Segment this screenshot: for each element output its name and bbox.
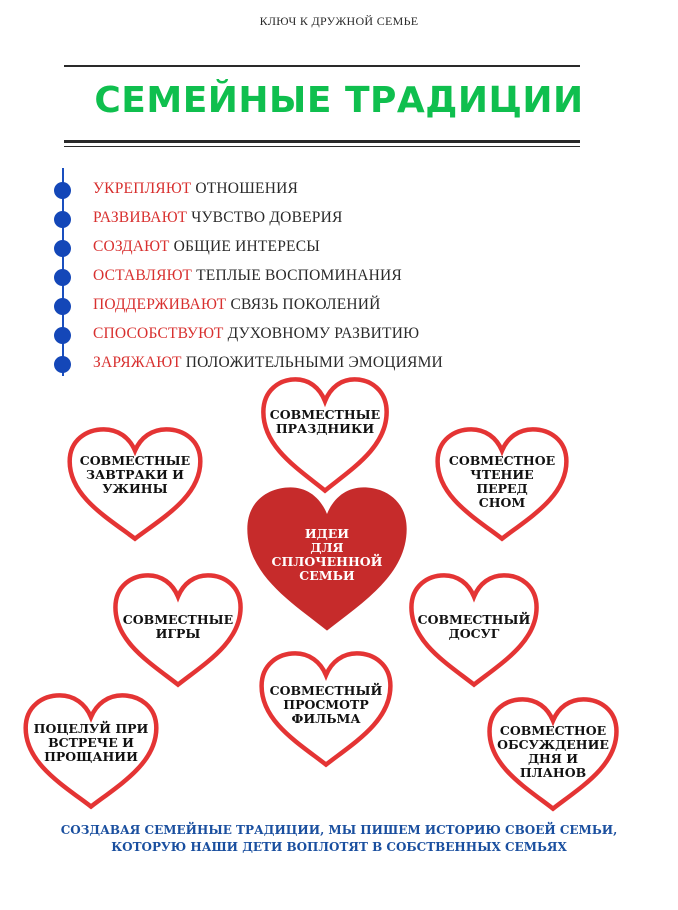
heart-reading [432,424,572,544]
benefit-item [0,294,640,318]
bullet-dot-icon [54,356,71,373]
benefit-verb: ЗАРЯЖАЮТ [93,354,182,371]
benefit-item [0,265,640,289]
benefit-item [0,178,640,202]
benefit-verb: ПОДДЕРЖИВАЮТ [93,296,227,313]
benefit-item [0,236,640,260]
footer-line-2: КОТОРУЮ НАШИ ДЕТИ ВОПЛОТЯТ В СОБСТВЕННЫХ СЕМЬЯХ [111,840,567,854]
bullet-dot-icon [54,327,71,344]
heart-label-line: СОВМЕСТНЫЙ [269,683,383,698]
heart-label-line: ПРОЩАНИИ [44,749,138,764]
heart-leisure [406,570,542,690]
benefit-verb: СОЗДАЮТ [93,238,170,255]
benefit-verb: УКРЕПЛЯЮТ [93,180,192,197]
heart-label-line: СОВМЕСТНЫЕ [79,453,191,468]
bullet-dot-icon [54,182,71,199]
heart-label-line: ОБСУЖДЕНИЕ [497,737,609,752]
heart-label-line: ПРОСМОТР [283,697,369,712]
heart-discussion [484,694,622,814]
center-label-line: СЕМЬИ [299,568,355,583]
heart-label-line: СОВМЕСТНЫЙ [417,612,531,627]
heart-label-line: ПЕРЕД [476,481,528,496]
heart-label-line: ПРАЗДНИКИ [275,421,375,436]
bullet-dot-icon [54,298,71,315]
heart-holidays [258,374,392,496]
heart-center-ideas [244,484,410,634]
bottom-rule-thick [64,140,580,143]
benefit-rest: ЧУВСТВО ДОВЕРИЯ [191,209,343,226]
heart-label-line: СОВМЕСТНЫЕ [269,407,381,422]
center-label-line: ДЛЯ [310,540,344,555]
top-rule [64,65,580,67]
bullet-dot-icon [54,211,71,228]
benefit-item [0,207,640,231]
heart-label-line: СНОМ [478,495,526,510]
heart-label-line: СОВМЕСТНЫЕ [122,612,234,627]
center-label-line: СПЛОЧЕННОЙ [271,554,383,569]
heart-meals [64,424,206,544]
page-title: СЕМЕЙНЫЕ ТРАДИЦИИ [94,80,584,121]
heart-label-line: ФИЛЬМА [291,711,361,726]
heart-label-line: СОВМЕСТНОЕ [499,723,607,738]
heart-label-line: УЖИНЫ [102,481,168,496]
heart-movie [256,648,396,770]
footer-line-1: СОЗДАВАЯ СЕМЕЙНЫЕ ТРАДИЦИИ, МЫ ПИШЕМ ИСТОРИЮ СВОЕЙ СЕМЬИ, [60,823,618,837]
benefit-rest: СВЯЗЬ ПОКОЛЕНИЙ [230,296,381,313]
footer-quote [0,822,678,856]
benefit-item [0,323,640,347]
benefit-rest: ОТНОШЕНИЯ [195,180,299,197]
heart-games [110,570,246,690]
heart-label-line: ЗАВТРАКИ И [86,467,184,482]
heart-kiss [20,690,162,812]
heart-label-line: ВСТРЕЧЕ И [48,735,134,750]
heart-label-line: ДОСУГ [448,626,500,641]
heart-label-line: ИГРЫ [155,626,201,641]
benefit-rest: ОБЩИЕ ИНТЕРЕСЫ [173,238,320,255]
heart-label-line: СОВМЕСТНОЕ [448,453,556,468]
top-label: КЛЮЧ К ДРУЖНОЙ СЕМЬЕ [259,14,419,28]
benefit-rest: ДУХОВНОМУ РАЗВИТИЮ [227,325,420,342]
bottom-rule-thin [64,146,580,147]
heart-label-line: ПОЦЕЛУЙ ПРИ [33,721,149,736]
bullet-dot-icon [54,240,71,257]
bullet-dot-icon [54,269,71,286]
benefit-rest: ТЕПЛЫЕ ВОСПОМИНАНИЯ [196,267,402,284]
benefit-rest: ПОЛОЖИТЕЛЬНЫМИ ЭМОЦИЯМИ [185,354,443,371]
benefit-item [0,352,640,376]
heart-label-line: ДНЯ И [527,751,579,766]
benefit-verb: РАЗВИВАЮТ [93,209,188,226]
benefit-verb: СПОСОБСТВУЮТ [93,325,224,342]
heart-label-line: ЧТЕНИЕ [470,467,534,482]
center-label-line: ИДЕИ [304,526,350,541]
benefit-verb: ОСТАВЛЯЮТ [93,267,193,284]
heart-label-line: ПЛАНОВ [519,765,587,780]
